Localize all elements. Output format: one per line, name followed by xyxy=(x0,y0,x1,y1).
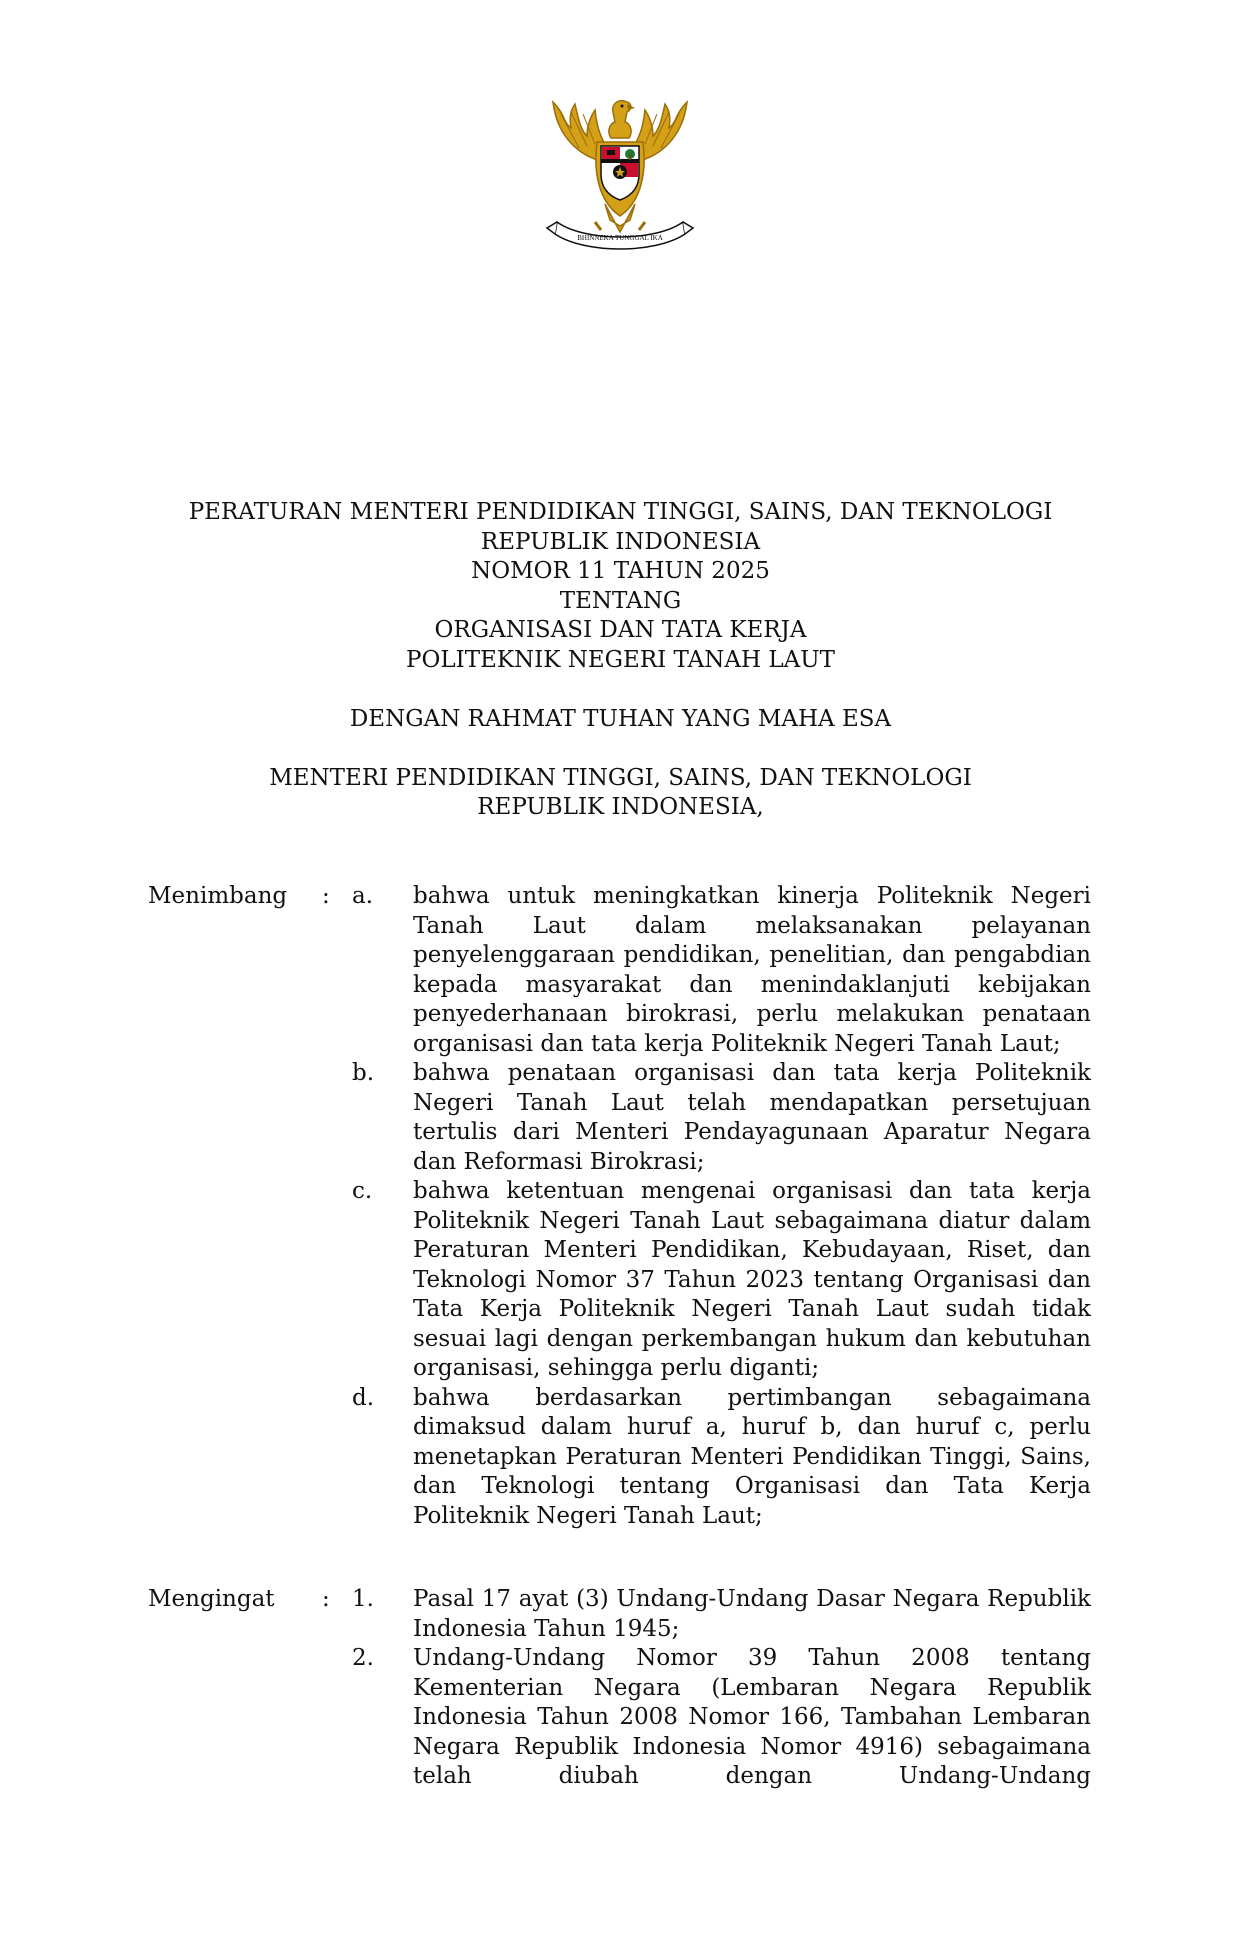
title-line-3: NOMOR 11 TAHUN 2025 xyxy=(471,558,770,584)
menimbang-item-c xyxy=(0,1177,1241,1384)
item-text: bahwa berdasarkan pertimbangan sebagaimana dimaksud dalam huruf a, huruf b, dan huruf c, perlu menetapkan Peraturan Menteri Pendidikan Tinggi, Sains, dan Teknologi tentang Organisasi dan Tata Kerja Politeknik Negeri Tanah Laut; xyxy=(413,1384,1091,1529)
item-marker: c. xyxy=(352,1178,373,1204)
shield-icon xyxy=(601,146,639,200)
item-marker: d. xyxy=(352,1384,375,1411)
motto-text: BHINNEKA TUNGGAL IKA xyxy=(577,234,663,242)
mengingat-colon: : xyxy=(322,1586,330,1612)
title-line-1: PERATURAN MENTERI PENDIDIKAN TINGGI, SAINS, DAN TEKNOLOGI xyxy=(188,499,1053,525)
title-line-6: POLITEKNIK NEGERI TANAH LAUT xyxy=(406,646,835,673)
item-text: bahwa ketentuan mengenai organisasi dan tata kerja Politeknik Negeri Tanah Laut sebagaimana diatur dalam Peraturan Menteri Pendidikan, Kebudayaan, Riset, dan Teknologi Nomor 37 Tahun 2023 tentang Organisasi dan Tata Kerja Politeknik Negeri Tanah Laut sudah tidak sesuai lagi dengan perkembangan hukum dan kebutuhan organisasi, sehingga perlu diganti; xyxy=(413,1178,1091,1381)
mengingat-section xyxy=(0,1585,1241,1792)
menimbang-colon: : xyxy=(322,883,330,909)
menimbang-section xyxy=(0,882,1241,1531)
title-line-5: ORGANISASI DAN TATA KERJA xyxy=(434,617,807,643)
item-text: Pasal 17 ayat (3) Undang-Undang Dasar Negara Republik Indonesia Tahun 1945; xyxy=(413,1586,1091,1642)
item-text: Undang-Undang Nomor 39 Tahun 2008 tentang Kementerian Negara (Lembaran Negara Republik Indonesia Tahun 2008 Nomor 166, Tambahan Lembaran Negara Republik Indonesia Nomor 4916) sebagaimana telah diubah dengan Undang-Undang xyxy=(413,1645,1091,1789)
preamble: DENGAN RAHMAT TUHAN YANG MAHA ESA xyxy=(349,705,892,732)
title-line-4: TENTANG xyxy=(559,587,682,614)
item-marker: 1. xyxy=(352,1586,374,1612)
mengingat-item-1 xyxy=(0,1585,1241,1644)
menimbang-item-a xyxy=(0,882,1241,1059)
menimbang-item-b xyxy=(0,1059,1241,1177)
item-marker: 2. xyxy=(352,1645,374,1671)
item-text: bahwa untuk meningkatkan kinerja Politeknik Negeri Tanah Laut dalam melaksanakan pelayanan penyelenggaraan pendidikan, penelitian, dan pengabdian kepada masyarakat dan menindaklanjuti kebijakan penyederhanaan birokrasi, perlu melakukan penataan organisasi dan tata kerja Politeknik Negeri Tanah Laut; xyxy=(413,883,1091,1057)
minister-line-2: REPUBLIK INDONESIA, xyxy=(477,794,764,820)
title-block xyxy=(140,498,1101,823)
minister-line-1: MENTERI PENDIDIKAN TINGGI, SAINS, DAN TEKNOLOGI xyxy=(269,764,972,791)
menimbang-item-d xyxy=(0,1384,1241,1532)
title-line-2: REPUBLIK INDONESIA xyxy=(480,528,761,555)
item-marker: b. xyxy=(352,1060,375,1086)
garuda-pancasila-emblem xyxy=(535,92,705,262)
mengingat-item-2 xyxy=(0,1644,1241,1792)
menimbang-label: Menimbang xyxy=(148,883,288,909)
item-marker: a. xyxy=(352,883,374,909)
item-text: bahwa penataan organisasi dan tata kerja Politeknik Negeri Tanah Laut telah mendapatkan persetujuan tertulis dari Menteri Pendayagunaan Aparatur Negara dan Reformasi Birokrasi; xyxy=(413,1060,1091,1175)
mengingat-label: Mengingat xyxy=(148,1586,275,1612)
